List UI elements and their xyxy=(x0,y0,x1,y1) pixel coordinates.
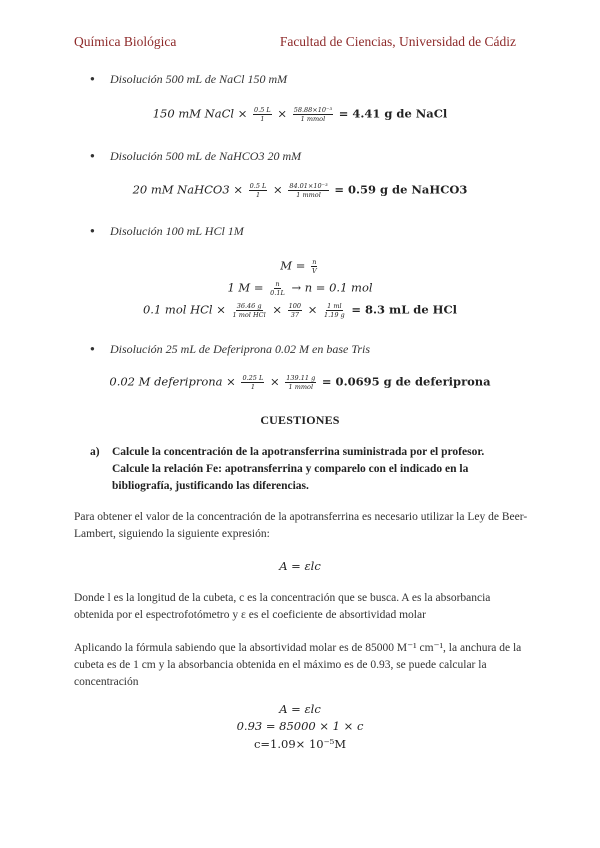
question-a-text: Calcule la concentración de la apotransferrina suministrada por el profesor. Calcule la relación Fe: apotransferrina y comparelo con el indicado en la bibliografía, justificando las diferencias. xyxy=(112,446,485,492)
header-faculty: Facultad de Ciencias, Universidad de Cádiz xyxy=(279,34,516,49)
bullet-hcl: ● Disolución 100 mL HCl 1M xyxy=(90,224,244,239)
equation-hcl-molarity: M = $\frac{n}{V}$ xyxy=(280,258,317,275)
bullet-deferiprona: ● Disolución 25 mL de Deferiprona 0.02 M en base Tris xyxy=(90,342,370,357)
page-header xyxy=(74,34,516,56)
paragraph-calculation: Aplicando la fórmula sabiendo que la absortividad molar es de 85000 M⁻¹ cm⁻¹, la anchura de la cubeta es de 1 cm y la absorbancia obtenida en el máximo es de 0.93, se puede calcular la concentración xyxy=(74,642,522,688)
equation-nacl: 150 mM NaCl × $\frac{0.5 L}{1}$ × $\frac{\text{58.88×10⁻³}}{\text{1 mmol}}$ = 4.41 g de NaCl xyxy=(152,106,448,123)
header-course: Química Biológica xyxy=(74,34,177,49)
cuestiones-heading: CUESTIONES xyxy=(260,413,340,427)
bullet-nahco3: ● Disolución 500 mL de NaHCO3 20 mM xyxy=(90,149,301,164)
equation-substitution: 0.93 = 85000 × 1 × c xyxy=(236,719,364,733)
equation-nahco3: 20 mM NaHCO3 × $\frac{0.5 L}{1}$ × $\frac{\text{84.01×10⁻³}}{\text{1 mmol}}$ = 0.59 g de NaHCO3 xyxy=(132,182,468,199)
paragraph-beer-lambert-intro: Para obtener el valor de la concentración de la apotransferrina es necesario utilizar la Ley de Beer-Lambert, siguiendo la siguiente expresión: xyxy=(74,511,528,540)
equation-concentration-result: c=1.09× 10⁻⁵M xyxy=(253,737,347,751)
question-a xyxy=(90,444,510,495)
bullet-nacl: ● Disolución 500 mL de NaCl 150 mM xyxy=(90,72,287,87)
equation-hcl-volume: 0.1 mol HCl × $\frac{36.46 g}{\text{1 mol HCl}}$ × $\frac{100}{37}$ × $\frac{1 ml}{1.19 g}$ = 8.3 mL de HCl xyxy=(142,302,458,319)
equation-deferiprona: 0.02 M deferiprona × $\frac{0.25 L}{1}$ × $\frac{139.11 g}{\text{1 mmol}}$ = 0.0695 g de deferiprona xyxy=(109,374,491,391)
equation-hcl-moles: 1 M = $\frac{n}{0.1L}$ → n = 0.1 mol xyxy=(227,280,373,297)
paragraph-variables: Donde l es la longitud de la cubeta, c es la concentración que se busca. A es la absorbancia obtenida por el espectrofotómetro y ε es el coeficiente de absortividad molar xyxy=(74,592,491,621)
question-a-label: a) xyxy=(90,446,100,458)
equation-beer-lambert-2: A = εlc xyxy=(279,702,321,716)
equation-beer-lambert: A = εlc xyxy=(279,559,321,573)
